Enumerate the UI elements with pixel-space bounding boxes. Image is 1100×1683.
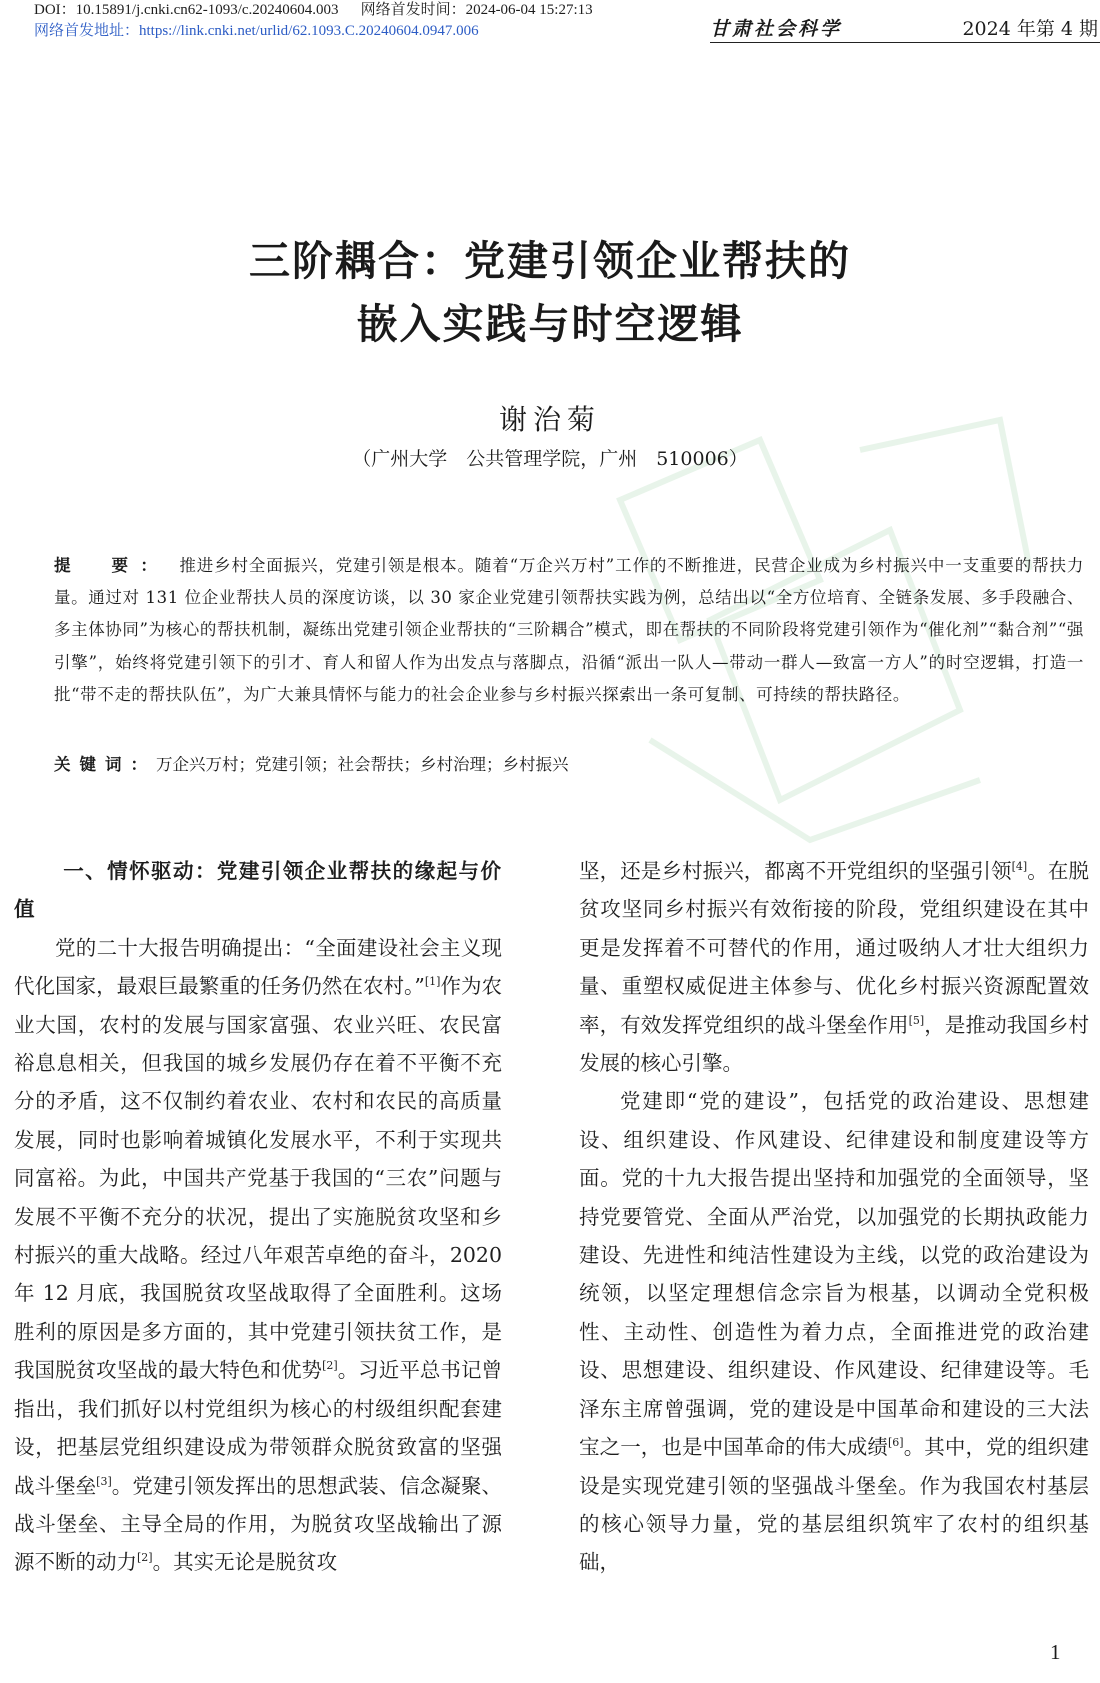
abstract	[54, 550, 1084, 711]
paragraph-text: 。其实无论是脱贫攻	[152, 1550, 338, 1575]
keywords-text: 万企兴万村；党建引领；社会帮扶；乡村治理；乡村振兴	[156, 755, 569, 774]
keywords	[54, 750, 1084, 780]
paragraph-text: 党的二十大报告明确提出：“全面建设社会主义现代化国家，最艰巨最繁重的任务仍然在农村。”	[14, 935, 502, 999]
page-number: 1	[1050, 1640, 1061, 1664]
author-affiliation: （广州大学 公共管理学院，广州 510006）	[352, 448, 748, 470]
body-paragraph-continued	[579, 852, 1089, 1082]
citation-ref[interactable]: [4]	[1011, 860, 1028, 874]
body-paragraph	[14, 929, 502, 1582]
paragraph-text: 党建即“党的建设”，包括党的政治建设、思想建设、组织建设、作风建设、纪律建设和制度建设等方面。党的十九大报告提出坚持和加强党的全面领导，坚持党要管党、全面从严治党，以加强党的长期执政能力建设、先进性和纯洁性建设为主线，以党的政治建设为统领，以坚定理想信念宗旨为根基，以调动全党积极性、主动性、创造性为着力点，全面推进党的政治建设、思想建设、组织建设、作风建设、纪律建设等。毛泽东主席曾强调，党的建设是中国革命和建设的三大法宝之一，也是中国革命的伟大成绩	[579, 1089, 1089, 1460]
journal-name: 甘肃社会科学	[710, 18, 843, 40]
citation-ref[interactable]: [2]	[322, 1359, 338, 1373]
paragraph-text: ，是推动我国乡村发展的核心引擎。	[579, 1012, 1090, 1076]
citation-ref[interactable]: [5]	[908, 1013, 925, 1027]
body-paragraph	[579, 1082, 1089, 1581]
citation-ref[interactable]: [3]	[96, 1474, 112, 1488]
section-heading: 一、情怀驱动：党建引领企业帮扶的缘起与价值	[14, 859, 502, 922]
paragraph-text: 坚，还是乡村振兴，都离不开党组织的坚强引领	[579, 859, 1012, 883]
paper-title-line2: 嵌入实践与时空逻辑	[356, 300, 744, 348]
author-name: 谢治菊	[498, 403, 601, 436]
citation-ref[interactable]: [1]	[424, 975, 441, 989]
citation-ref[interactable]: [2]	[137, 1551, 153, 1565]
paragraph-text: 。党建引领发挥出的思想武装、信念凝聚、战斗堡垒、主导全局的作用，为脱贫攻坚战输出了源源不断的动力	[14, 1473, 503, 1575]
abstract-label: 提 要：	[54, 556, 170, 575]
journal-header	[710, 16, 1100, 43]
paragraph-text: 。其中，党的组织建设是实现党建引领的坚强战斗堡垒。作为我国农村基层的核心领导力量，党的基层组织筑牢了农村的组织基础，	[579, 1435, 1090, 1575]
doi-text: DOI：10.15891/j.cnki.cn62-1093/c.20240604.003	[34, 2, 339, 18]
abstract-text: 推进乡村全面振兴，党建引领是根本。随着“万企兴万村”工作的不断推进，民营企业成为乡村振兴中一支重要的帮扶力量。通过对 131 位企业帮扶人员的深度访谈，以 30 家企业党建引领帮扶实践为例，总结出以“全方位培育、全链条发展、多手段融合、多主体协同”为核心的帮扶机制，凝练出党建引领企业帮扶的“三阶耦合”模式，即在帮扶的不同阶段将党建引领作为“催化剂”“黏合剂”“强引擎”，始终将党建引领下的引才、育人和留人作为出发点与落脚点，沿循“派出一队人—带动一群人—致富一方人”的时空逻辑，打造一批“带不走的帮扶队伍”，为广大兼具情怀与能力的社会企业参与乡村振兴探索出一条可复制、可持续的帮扶路径。	[54, 556, 1085, 704]
online-url[interactable]: 网络首发地址：https://link.cnki.net/urlid/62.1093.C.20240604.0947.006	[34, 23, 479, 39]
paragraph-text: 。在脱贫攻坚同乡村振兴有效衔接的阶段，党组织建设在其中更是发挥着不可替代的作用，通过吸纳人才壮大组织力量、重塑权威促进主体参与、优化乡村振兴资源配置效率，有效发挥党组织的战斗堡垒作用	[579, 859, 1090, 1037]
paper-title-line1: 三阶耦合：党建引领企业帮扶的	[249, 237, 851, 285]
paragraph-text: 作为农业大国，农村的发展与国家富强、农业兴旺、农民富裕息息相关，但我国的城乡发展仍存在着不平衡不充分的矛盾，这不仅制约着农业、农村和农民的高质量发展，同时也影响着城镇化发展水平，不利于实现共同富裕。为此，中国共产党基于我国的“三农”问题与发展不平衡不充分的状况，提出了实施脱贫攻坚和乡村振兴的重大战略。经过八年艰苦卓绝的奋斗，2020 年 12 月底，我国脱贫攻坚战取得了全面胜利。这场胜利的原因是多方面的，其中党建引领扶贫工作，是我国脱贫攻坚战的最大特色和优势	[14, 974, 503, 1383]
body-column-left	[14, 852, 502, 1582]
body-column-right	[579, 852, 1089, 1582]
pub-time-text: 网络首发时间：2024-06-04 15:27:13	[360, 2, 593, 18]
journal-issue: 2024 年第 4 期	[962, 18, 1098, 40]
doi-line	[34, 0, 593, 20]
citation-ref[interactable]: [6]	[888, 1436, 904, 1450]
paragraph-text: 。习近平总书记曾指出，我们抓好以村党组织为核心的村级组织配套建设，把基层党组织建设成为带领群众脱贫致富的坚强战斗堡垒	[14, 1358, 503, 1498]
keywords-label: 关键词：	[54, 755, 156, 774]
